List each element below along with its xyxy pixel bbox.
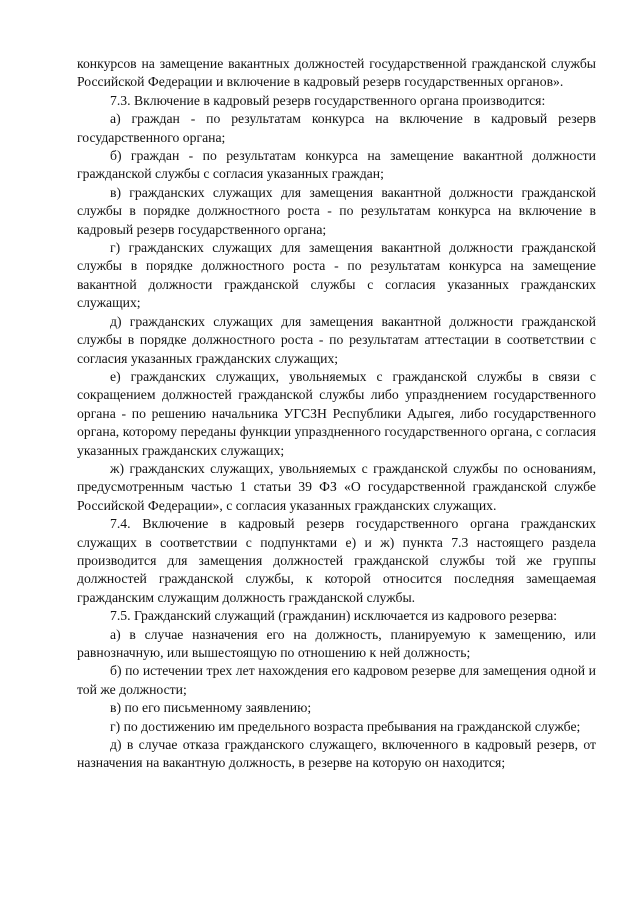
list-item-7-5-g: г) по достижению им предельного возраста пребывания на гражданской службе;: [110, 718, 581, 734]
list-item-7-3-zh: ж) гражданских служащих, увольняемых с гражданской службы по основаниям, предусмотренным частью 1 статьи 39 ФЗ «О государственной гражданской службе Российской Федерации», с согласия указанных гражданских служащих.: [77, 460, 596, 513]
list-item-7-3-v: в) гражданских служащих для замещения вакантной должности гражданской службы в порядке должностного роста - по результатам конкурса на включение в кадровый резерв государственного органа;: [77, 184, 596, 237]
paragraph-7-5: 7.5. Гражданский служащий (гражданин) исключается из кадрового резерва:: [110, 608, 558, 624]
list-item-7-3-d: д) гражданских служащих для замещения вакантной должности гражданской службы в порядке должностного роста - по результатам аттестации в соответствии с согласия указанных гражданских служащих;: [77, 313, 596, 366]
document-page: [77, 55, 596, 773]
list-item-7-3-e: е) гражданских служащих, увольняемых с гражданской службы в связи с сокращением должностей гражданской службы либо упразднением государственного органа - по решению начальника УГСЗН Республики Адыгея, либо государственного органа, которому переданы функции упраздненного государственного органа, с согласия указанных гражданских служащих;: [77, 368, 596, 458]
list-item-7-5-v: в) по его письменному заявлению;: [110, 700, 312, 716]
paragraph-7-3: 7.3. Включение в кадровый резерв государственного органа производится:: [110, 92, 546, 108]
list-item-7-3-g: г) гражданских служащих для замещения вакантной должности гражданской службы в порядке должностного роста - по результатам конкурса на замещение вакантной должности гражданской службы с согласия указанных гражданских служащих;: [77, 240, 596, 311]
list-item-7-3-a: а) граждан - по результатам конкурса на включение в кадровый резерв государственного органа;: [77, 111, 596, 145]
paragraph-continuation: конкурсов на замещение вакантных должностей государственной гражданской службы Российской Федерации и включение в кадровый резерв государственных органов».: [77, 56, 596, 90]
paragraph-7-4: 7.4. Включение в кадровый резерв государственного органа гражданских служащих в соответствии с подпунктами е) и ж) пункта 7.3 настоящего раздела производится для замещения должностей гражданской службы той же группы должностей гражданской службы, к которой относится последняя замещаемая гражданским служащим должность гражданской службы.: [77, 516, 596, 605]
list-item-7-3-b: б) граждан - по результатам конкурса на замещение вакантной должности гражданской службы с согласия указанных граждан;: [77, 148, 596, 182]
list-item-7-5-a: а) в случае назначения его на должность, планируемую к замещению, или равнозначную, или вышестоящую по отношению к ней должность;: [77, 626, 596, 660]
list-item-7-5-d: д) в случае отказа гражданского служащего, включенного в кадровый резерв, от назначения на вакантную должность, в резерве на которую он находится;: [77, 737, 596, 771]
list-item-7-5-b: б) по истечении трех лет нахождения его кадровом резерве для замещения одной и той же должности;: [77, 663, 596, 697]
